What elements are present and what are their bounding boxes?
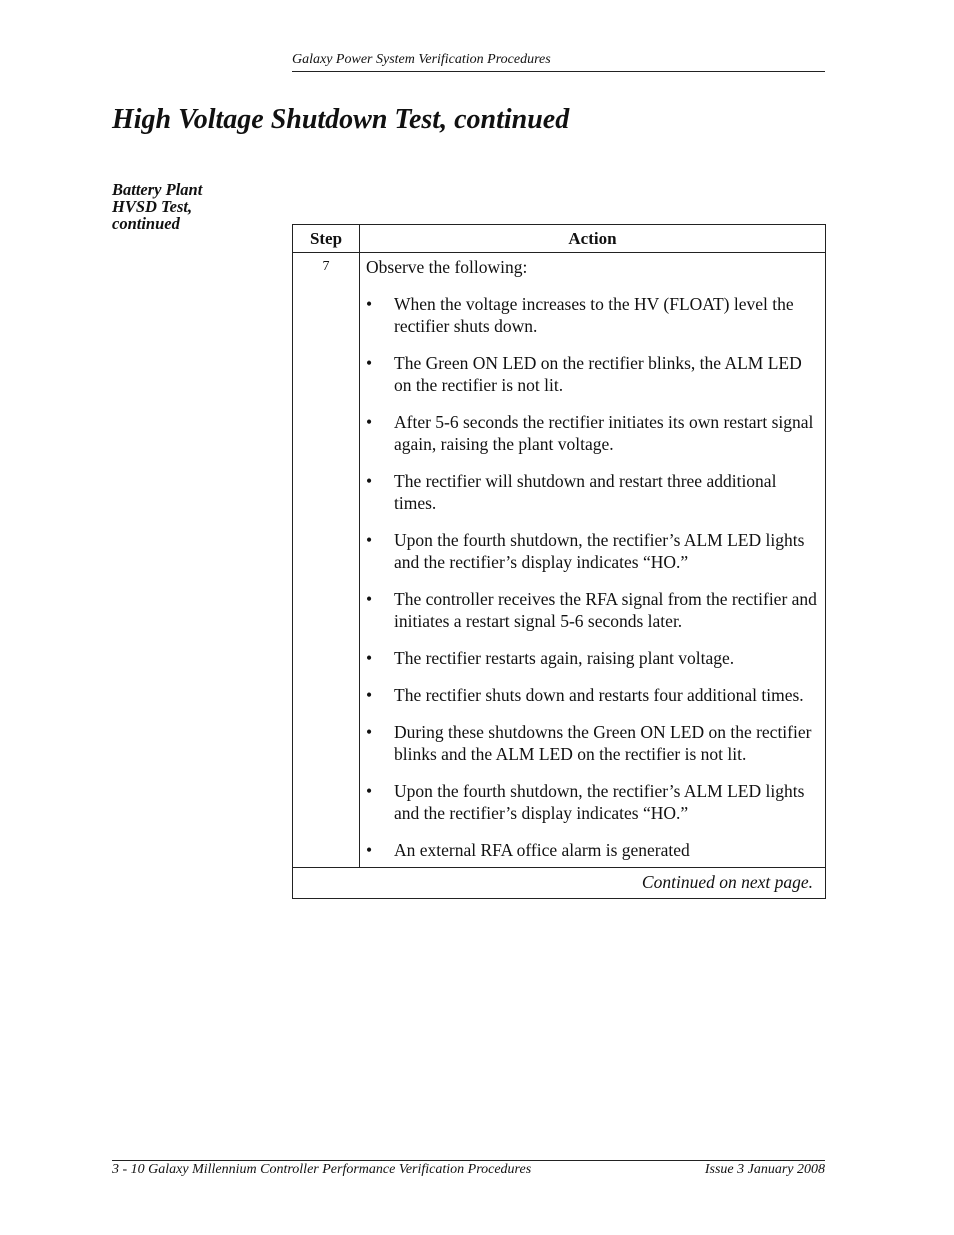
list-item-text: The rectifier shuts down and restarts four additional times.: [394, 685, 804, 705]
list-item: [366, 588, 817, 632]
side-heading-line: Battery Plant: [112, 180, 203, 199]
list-item-text: Upon the fourth shutdown, the rectifier’s ALM LED lights and the rectifier’s display indicates “HO.”: [394, 781, 805, 823]
bullet-icon: •: [366, 412, 373, 432]
list-item: [366, 721, 817, 765]
column-header-step: Step: [293, 225, 360, 253]
list-item: [366, 684, 817, 706]
running-header: Galaxy Power System Verification Procedures: [292, 52, 825, 72]
side-heading-line: HVSD Test,: [112, 197, 193, 216]
bullet-icon: •: [366, 781, 373, 801]
page-title: High Voltage Shutdown Test, continued: [112, 104, 570, 135]
footer-divider: [112, 1160, 825, 1161]
continued-note: Continued on next page.: [293, 868, 826, 899]
list-item-text: The rectifier will shutdown and restart three additional times.: [394, 471, 777, 513]
bullet-icon: •: [366, 685, 373, 705]
action-bullet-list: [366, 293, 817, 861]
action-cell: [360, 253, 826, 868]
list-item-text: Upon the fourth shutdown, the rectifier’s ALM LED lights and the rectifier’s display indicates “HO.”: [394, 530, 805, 572]
list-item: [366, 647, 817, 669]
continued-row: [293, 868, 826, 899]
list-item-text: When the voltage increases to the HV (FLOAT) level the rectifier shuts down.: [394, 294, 794, 336]
list-item: [366, 839, 817, 861]
list-item: [366, 780, 817, 824]
footer-left: 3 - 10 Galaxy Millennium Controller Performance Verification Procedures: [112, 1162, 532, 1177]
side-heading: [112, 181, 262, 232]
column-header-action: Action: [360, 225, 826, 253]
step-number: 7: [293, 253, 360, 868]
bullet-icon: •: [366, 840, 373, 860]
list-item: [366, 470, 817, 514]
bullet-icon: •: [366, 648, 373, 668]
table-header-row: [293, 225, 826, 253]
bullet-icon: •: [366, 294, 373, 314]
side-heading-line: continued: [112, 214, 180, 233]
list-item-text: The rectifier restarts again, raising plant voltage.: [394, 648, 735, 668]
bullet-icon: •: [366, 471, 373, 491]
bullet-icon: •: [366, 530, 373, 550]
list-item-text: After 5-6 seconds the rectifier initiates its own restart signal again, raising the plant voltage.: [394, 412, 814, 454]
table-row: [293, 253, 826, 868]
bullet-icon: •: [366, 353, 373, 373]
list-item: [366, 352, 817, 396]
footer-right: Issue 3 January 2008: [704, 1162, 825, 1177]
bullet-icon: •: [366, 589, 373, 609]
list-item: [366, 529, 817, 573]
list-item-text: During these shutdowns the Green ON LED on the rectifier blinks and the ALM LED on the rectifier is not lit.: [394, 722, 812, 764]
bullet-icon: •: [366, 722, 373, 742]
action-intro: Observe the following:: [366, 257, 528, 277]
list-item-text: An external RFA office alarm is generated: [394, 840, 690, 860]
list-item-text: The controller receives the RFA signal from the rectifier and initiates a restart signal 5-6 seconds later.: [394, 589, 817, 631]
list-item: [366, 293, 817, 337]
list-item-text: The Green ON LED on the rectifier blinks, the ALM LED on the rectifier is not lit.: [394, 353, 802, 395]
procedure-table: [292, 224, 826, 899]
list-item: [366, 411, 817, 455]
